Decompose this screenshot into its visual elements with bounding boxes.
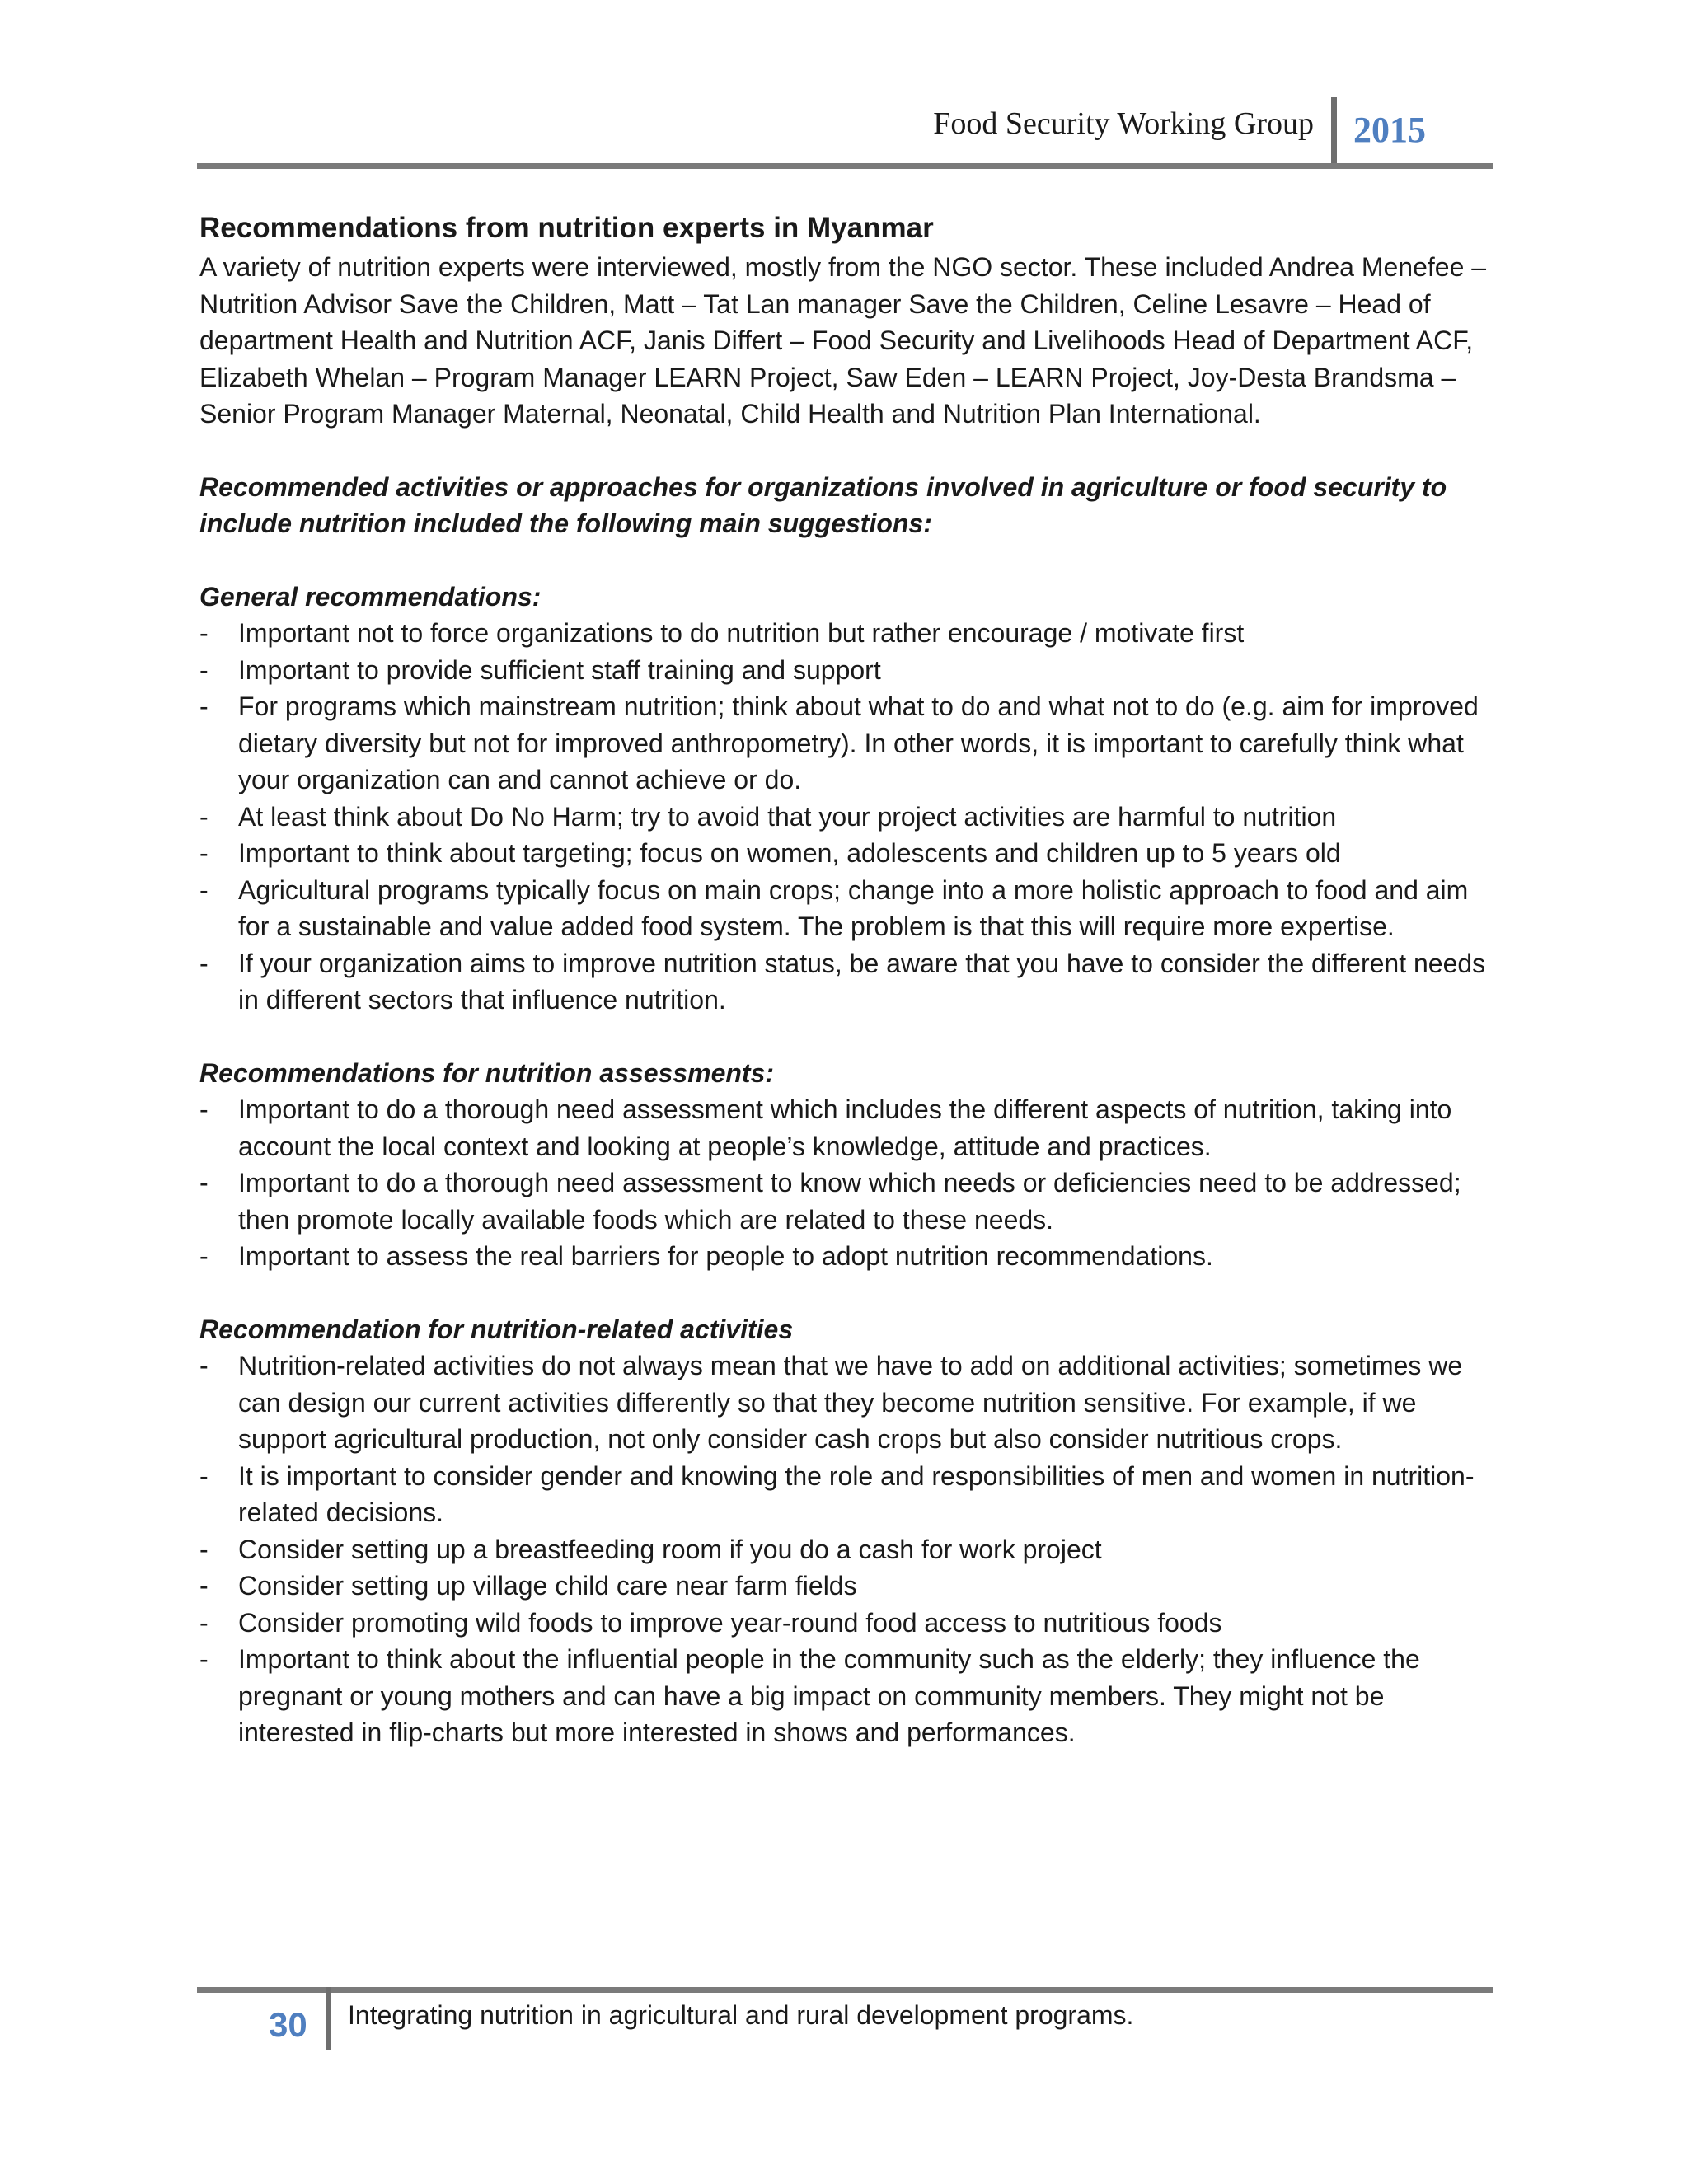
list-item: - Consider setting up village child care near farm fields bbox=[199, 1568, 1502, 1605]
list-item: - Important to do a thorough need assessment which includes the different aspects of nutrition, taking into account the local context and looking at people’s knowledge, attitude and practices. bbox=[199, 1091, 1502, 1165]
page-header bbox=[197, 97, 1493, 167]
footer-title: Integrating nutrition in agricultural and rural development programs. bbox=[348, 2000, 1134, 2030]
header-divider bbox=[1331, 97, 1337, 166]
list-item: - Agricultural programs typically focus on main crops; change into a more holistic approach to food and aim for a sustainable and value added food system. The problem is that this will require more expertise. bbox=[199, 872, 1502, 945]
list-item: - At least think about Do No Harm; try to avoid that your project activities are harmful to nutrition bbox=[199, 799, 1502, 836]
page-footer bbox=[197, 1987, 1493, 2053]
list-item: - Important to think about targeting; focus on women, adolescents and children up to 5 years old bbox=[199, 835, 1502, 872]
header-year: 2015 bbox=[1353, 110, 1426, 150]
activity-recommendations-list bbox=[199, 1347, 1502, 1751]
header-org-name: Food Security Working Group bbox=[933, 106, 1314, 141]
section-title: Recommendations from nutrition experts in Myanmar bbox=[199, 212, 934, 244]
page-number: 30 bbox=[269, 2005, 307, 2044]
footer-rule bbox=[197, 1987, 1493, 1993]
lead-paragraph: Recommended activities or approaches for organizations involved in agriculture or food security to include nutrition included the following main suggestions: bbox=[199, 471, 1447, 538]
intro-paragraph: A variety of nutrition experts were interviewed, mostly from the NGO sector. These included Andrea Menefee – Nutrition Advisor Save the Children, Matt – Tat Lan manager Save the Children, Celine Lesavre – Head of department Health and Nutrition ACF, Janis Differt – Food Security and Livelihoods Head of Department ACF, Elizabeth Whelan – Program Manager LEARN Project, Saw Eden – LEARN Project, Joy-Desta Brandsma – Senior Program Manager Maternal, Neonatal, Child Health and Nutrition Plan International. bbox=[199, 252, 1487, 429]
list-item: - It is important to consider gender and knowing the role and responsibilities of men and women in nutrition-related decisions. bbox=[199, 1458, 1502, 1531]
list-item: - Important to think about the influential people in the community such as the elderly; they influence the pregnant or young mothers and can have a big impact on community members. They might not be interested in flip-charts but more interested in shows and performances. bbox=[199, 1641, 1502, 1751]
list-item: - Nutrition-related activities do not always mean that we have to add on additional activities; sometimes we can design our current activities differently so that they become nutrition sensitive. For example, if we support agricultural production, not only consider cash crops but also consider nutritious crops. bbox=[199, 1347, 1502, 1458]
list-item: - Consider setting up a breastfeeding room if you do a cash for work project bbox=[199, 1531, 1502, 1568]
list-item: - Important to assess the real barriers for people to adopt nutrition recommendations. bbox=[199, 1238, 1502, 1275]
subheading-assessments: Recommendations for nutrition assessments: bbox=[199, 1057, 775, 1088]
general-recommendations-list bbox=[199, 615, 1502, 1019]
list-item: - For programs which mainstream nutrition; think about what to do and what not to do (e.g. aim for improved dietary diversity but not for improved anthropometry). In other words, it is important to carefully think what your organization can and cannot achieve or do. bbox=[199, 688, 1502, 799]
subheading-general: General recommendations: bbox=[199, 581, 542, 612]
assessment-recommendations-list bbox=[199, 1091, 1502, 1275]
list-item: - Important to provide sufficient staff training and support bbox=[199, 652, 1502, 689]
list-item: - Consider promoting wild foods to improve year-round food access to nutritious foods bbox=[199, 1605, 1502, 1642]
list-item: - Important to do a thorough need assessment to know which needs or deficiencies need to be addressed; then promote locally available foods which are related to these needs. bbox=[199, 1165, 1502, 1238]
list-item: - If your organization aims to improve nutrition status, be aware that you have to consider the different needs in different sectors that influence nutrition. bbox=[199, 945, 1502, 1019]
header-rule bbox=[197, 163, 1493, 169]
list-item: - Important not to force organizations to do nutrition but rather encourage / motivate first bbox=[199, 615, 1502, 652]
subheading-activities: Recommendation for nutrition-related activities bbox=[199, 1314, 794, 1344]
page-content bbox=[199, 208, 1502, 1788]
footer-divider bbox=[326, 1987, 331, 2050]
